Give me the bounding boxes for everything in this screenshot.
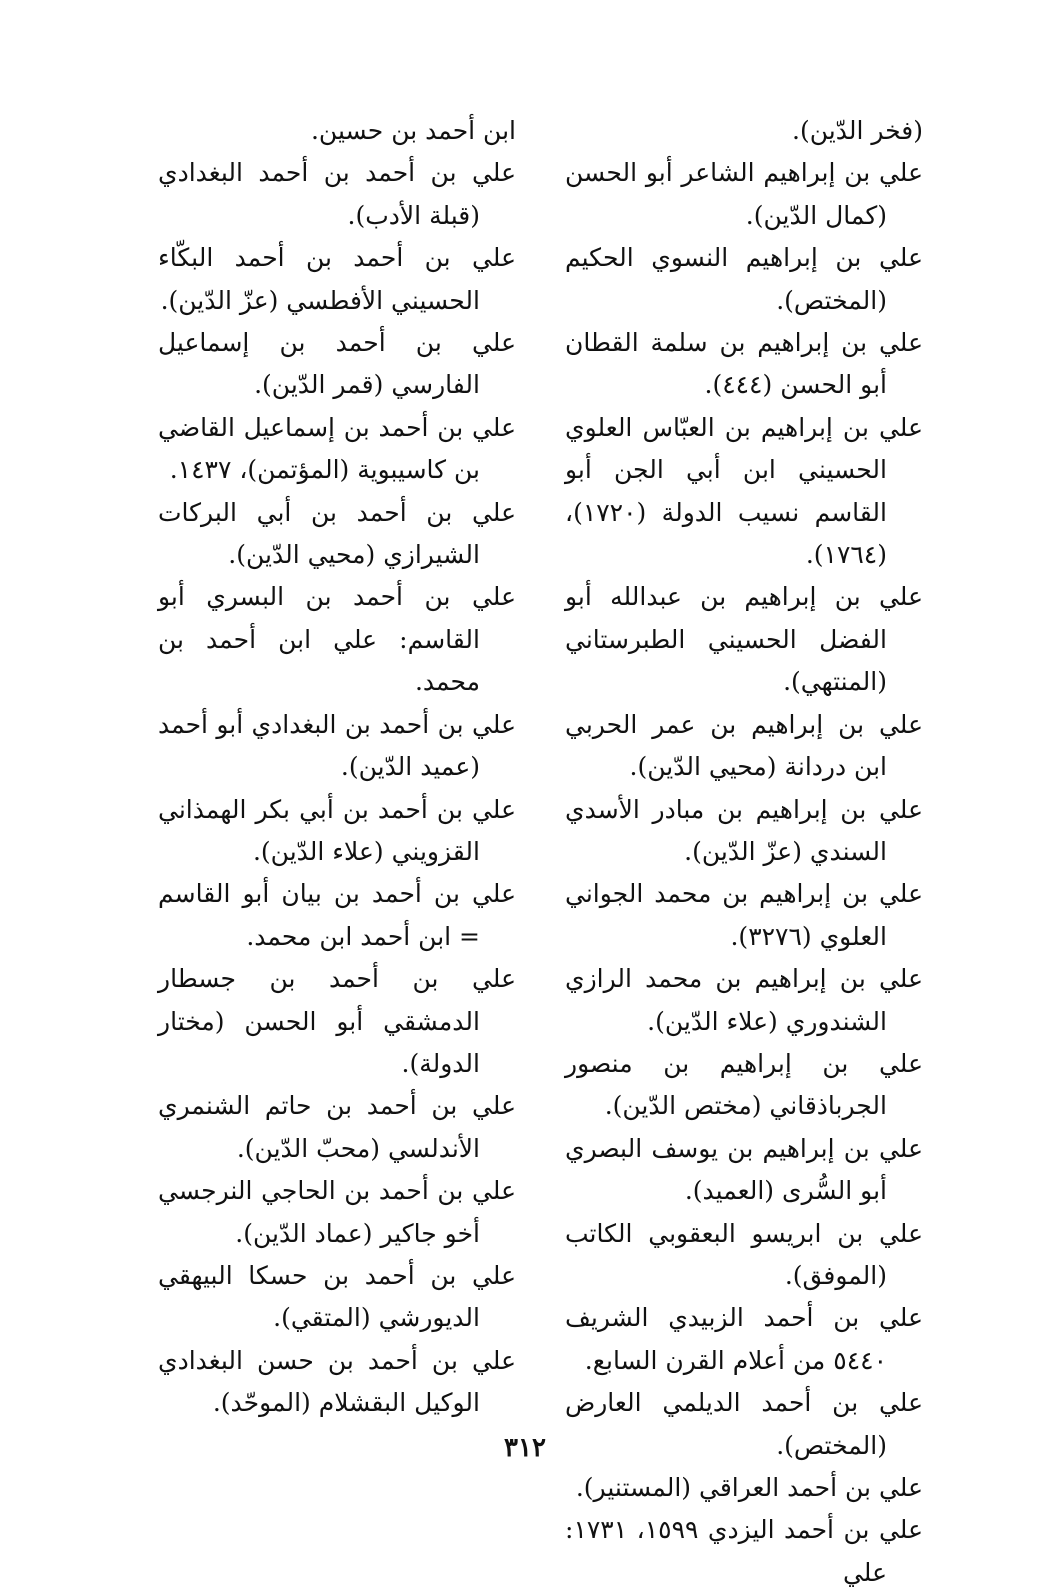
- index-entry: علي بن أحمد بن أبي بكر الهمذاني القزويني (علاء الدّين).: [158, 794, 516, 866]
- index-entry: علي بن إبراهيم بن سلمة القطان أبو الحسن (٤٤٤).: [565, 328, 923, 400]
- index-entry: علي بن أحمد بن حاتم الشنمري الأندلسي (محبّ الدّين).: [158, 1091, 516, 1163]
- index-entry: علي بن أحمد بن أبي البركات الشيرازي (محيي الدّين).: [158, 497, 516, 570]
- index-entry: علي بن أحمد بن أحمد البكّاء الحسيني الأفطسي (عزّ الدّين).: [158, 243, 516, 315]
- index-entry: علي بن أحمد بن البسري أبو القاسم: علي ابن أحمد بن محمد.: [158, 582, 516, 697]
- index-entry: علي بن إبراهيم بن محمد الجواني العلوي (٣٢٧٦).: [565, 879, 923, 951]
- index-entry: علي بن أحمد بن جسطار الدمشقي أبو الحسن (مختار الدولة).: [158, 964, 516, 1078]
- index-entry: علي بن أحمد الديلمي العارض (المختص).: [565, 1388, 923, 1460]
- index-entry: علي بن أحمد بن إسماعيل القاضي بن كاسيبوية (المؤتمن)، ١٤٣٧.: [158, 412, 516, 485]
- page-number: ٣١٢: [504, 1433, 546, 1463]
- index-entry: علي بن إبراهيم بن العبّاس العلوي الحسيني ابن أبي الجن أبو القاسم نسيب الدولة (١٧٢٠)، (١٧٦٤).: [565, 412, 923, 570]
- index-entry: علي بن إبراهيم بن عبدالله أبو الفضل الحسيني الطبرستاني (المنتهي).: [565, 582, 923, 697]
- index-entry: علي بن أحمد الزبيدي الشريف ٥٤٤٠ من أعلام القرن السابع.: [565, 1303, 923, 1375]
- index-entry: علي بن أحمد بن حسكا البيهقي الديورشي (المتقي).: [158, 1260, 516, 1333]
- index-entry: علي بن إبراهيم الشاعر أبو الحسن (كمال الدّين).: [565, 158, 923, 230]
- left-column: [158, 110, 516, 1425]
- index-entry: علي بن أحمد بن الحاجي النرجسي أخو جاكير (عماد الدّين).: [158, 1176, 516, 1248]
- index-entry: علي بن أحمد العراقي (المستنير).: [575, 1473, 923, 1502]
- right-column: [565, 110, 923, 1594]
- index-entry: علي بن إبراهيم بن عمر الحربي ابن دردانة (محيي الدّين).: [565, 709, 923, 782]
- index-entry: علي بن إبراهيم بن يوسف البصري أبو السُّرى (العميد).: [565, 1133, 923, 1206]
- index-entry: علي بن أحمد بن أحمد البغدادي (قبلة الأدب).: [158, 158, 516, 230]
- index-entry: علي بن أحمد بن حسن البغدادي الوكيل البقشلام (الموحّد).: [158, 1345, 516, 1418]
- index-entry: علي بن إبراهيم بن منصور الجرباذقاني (مختص الدّين).: [565, 1048, 923, 1121]
- index-entry: علي بن إبراهيم النسوي الحكيم (المختص).: [565, 243, 923, 315]
- index-entry: علي بن أحمد بن إسماعيل الفارسي (قمر الدّين).: [158, 328, 516, 400]
- index-entry: علي بن أحمد بن بيان أبو القاسم = ابن أحمد ابن محمد.: [158, 879, 516, 951]
- index-entry: علي بن إبراهيم بن مبادر الأسدي السندي (عزّ الدّين).: [565, 794, 923, 866]
- index-entry: علي بن إبراهيم بن محمد الرازي الشندوري (علاء الدّين).: [565, 964, 923, 1036]
- index-entry: علي بن ابريسو البعقوبي الكاتب (الموفق).: [565, 1218, 923, 1290]
- index-entry: ابن أحمد بن حسين.: [310, 116, 516, 145]
- index-entry: علي بن أحمد بن البغدادي أبو أحمد (عميد الدّين).: [158, 709, 516, 782]
- index-entry: (فخر الدّين).: [792, 116, 923, 145]
- index-entry: علي بن أحمد اليزدي ١٥٩٩، ١٧٣١: علي: [565, 1515, 923, 1587]
